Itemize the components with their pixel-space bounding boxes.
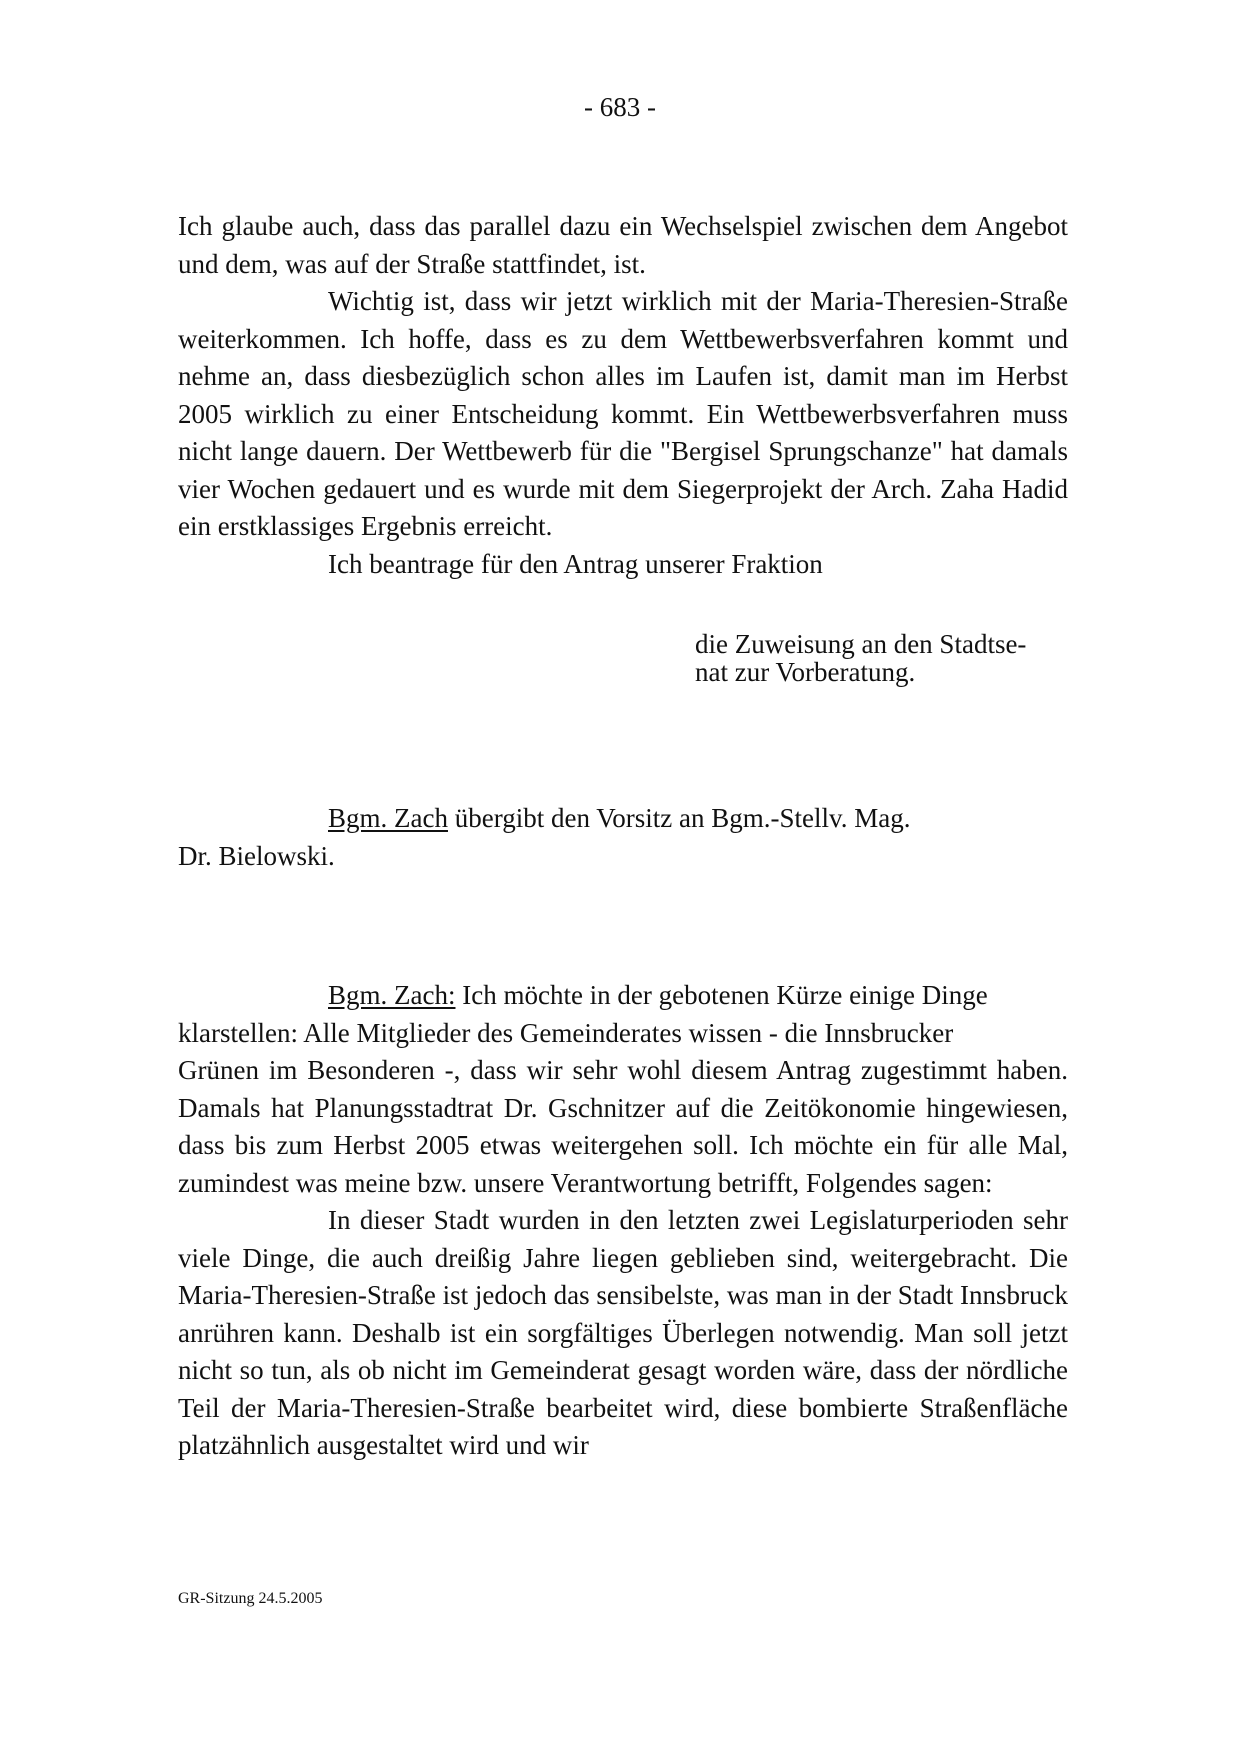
motion-line: nat zur Vorberatung. <box>695 657 916 687</box>
page-number: - 683 - <box>584 92 656 122</box>
speech-line <box>178 977 1068 1015</box>
paragraph: Wichtig ist, dass wir jetzt wirklich mit der Maria-Theresien-Straße weiterkommen. Ich hoffe, dass es zu dem Wettbewerbsverfahren kommt und nehme an, dass diesbezüglich schon alles im Laufen ist, damit man im Herbst 2005 wirklich zu einer Entscheidung kommt. Ein Wettbewerbsverfahren muss nicht lange dauern. Der Wettbewerb für die "Bergisel Sprungschanze" hat damals vier Wochen gedauert und es wurde mit dem Siegerprojekt der Arch. Zaha Hadid ein erstklassiges Ergebnis erreicht. <box>178 286 1068 541</box>
chair-handover <box>178 800 1068 875</box>
paragraph: Ich glaube auch, dass das parallel dazu ein Wechselspiel zwischen dem Angebot und dem, was auf der Straße stattfindet, ist. <box>178 211 1068 279</box>
speech-line: klarstellen: Alle Mitglieder des Gemeinderates wissen - die Innsbrucker <box>178 1017 954 1048</box>
speaker-name: Bgm. Zach: <box>328 980 456 1010</box>
handover-line: Dr. Bielowski. <box>178 840 335 871</box>
opening-text-block <box>178 208 1068 583</box>
paragraph: Ich beantrage für den Antrag unserer Fraktion <box>328 548 823 579</box>
speaker-name: Bgm. Zach <box>328 803 448 833</box>
handover-line <box>178 800 1068 838</box>
paragraph: Grünen im Besonderen -, dass wir sehr wohl diesem Antrag zugestimmt haben. Damals hat Planungsstadtrat Dr. Gschnitzer auf die Zeitökonomie hingewiesen, dass bis zum Herbst 2005 etwas weitergehen soll. Ich möchte ein für alle Mal, zumindest was meine bzw. unsere Verantwortung betrifft, Folgendes sagen: <box>178 1055 1068 1198</box>
paragraph: In dieser Stadt wurden in den letzten zwei Legislaturperioden sehr viele Dinge, die auch dreißig Jahre liegen geblieben sind, weitergebracht. Die Maria-Theresien-Straße ist jedoch das sensibelste, was man in der Stadt Innsbruck anrühren kann. Deshalb ist ein sorgfältiges Überlegen notwendig. Man soll jetzt nicht so tun, als ob nicht im Gemeinderat gesagt worden wäre, dass der nördliche Teil der Maria-Theresien-Straße bearbeitet wird, diese bombierte Straßenfläche platzähnlich ausgestaltet wird und wir <box>178 1205 1068 1460</box>
handover-text: übergibt den Vorsitz an Bgm.-Stellv. Mag. <box>447 803 911 833</box>
footer: GR-Sitzung 24.5.2005 <box>178 1590 323 1607</box>
motion-request <box>695 630 1075 686</box>
speech-block <box>178 977 1068 1465</box>
speech-text: Ich möchte in der gebotenen Kürze einige Dinge <box>455 980 988 1010</box>
motion-line: die Zuweisung an den Stadtse- <box>695 629 1027 659</box>
